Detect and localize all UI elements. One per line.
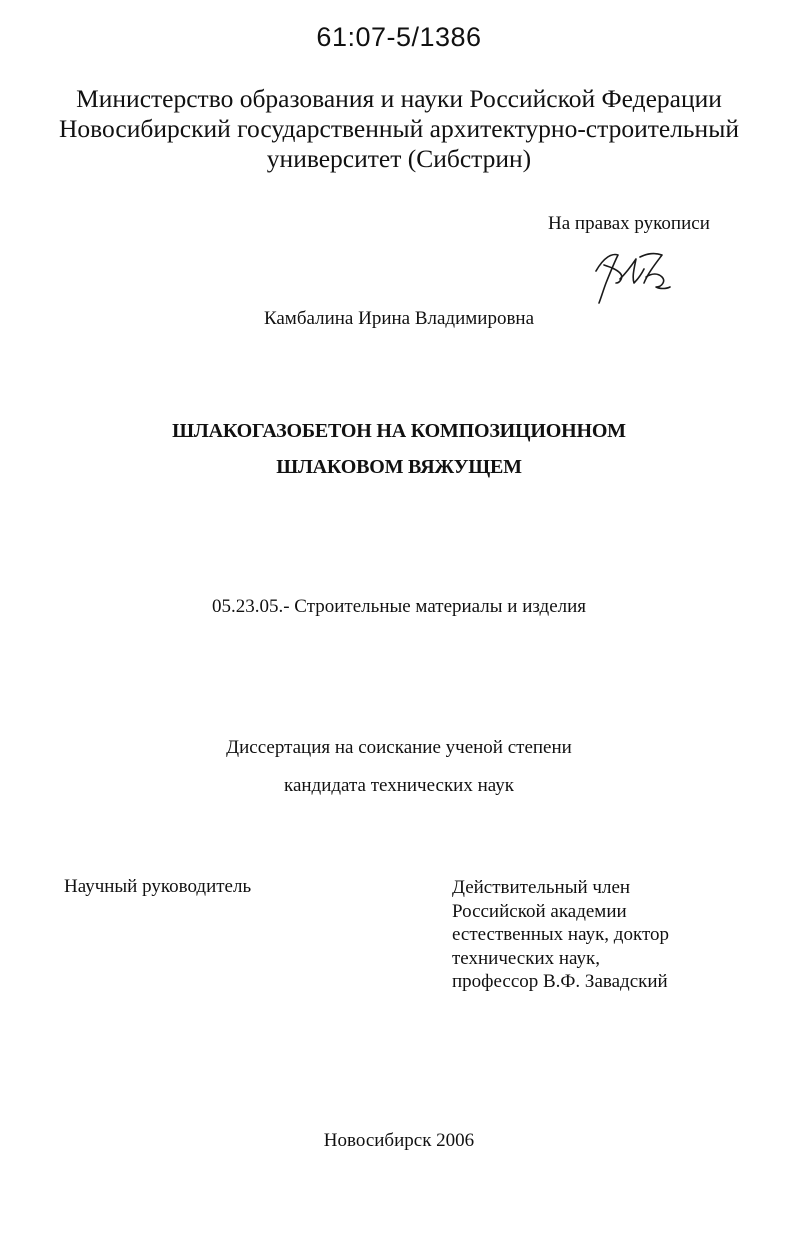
dissertation-title — [0, 413, 798, 485]
supervisor-label: Научный руководитель — [64, 876, 252, 897]
handwritten-signature — [590, 243, 676, 307]
title-line: ШЛАКОГАЗОБЕТОН НА КОМПОЗИЦИОННОМ — [172, 420, 626, 442]
supervisor-line: Российской академии — [452, 900, 627, 922]
degree-line: кандидата технических наук — [284, 775, 514, 796]
registry-code: 61:07-5/1386 — [316, 22, 482, 52]
university-abbrev-line: университет (Сибстрин) — [266, 144, 532, 173]
manuscript-rights: На правах рукописи — [548, 213, 710, 234]
supervisor-line: Действительный член — [452, 877, 631, 898]
university-line: Новосибирский государственный архитектурно-строительный — [59, 114, 739, 143]
author-name: Камбалина Ирина Владимировна — [263, 308, 535, 329]
ministry-header — [40, 84, 758, 174]
supervisor-info — [452, 876, 669, 994]
specialty: 05.23.05.- Строительные материалы и изделия — [211, 596, 587, 617]
supervisor-line: технических наук, — [452, 947, 600, 969]
city-year: Новосибирск 2006 — [323, 1130, 475, 1151]
title-line: ШЛАКОВОМ ВЯЖУЩЕМ — [276, 456, 522, 478]
supervisor-line: естественных наук, доктор — [452, 924, 669, 945]
supervisor-line: профессор В.Ф. Завадский — [452, 971, 668, 992]
ministry-line: Министерство образования и науки Российской Федерации — [76, 84, 722, 113]
degree-statement — [0, 729, 798, 805]
degree-line: Диссертация на соискание ученой степени — [226, 737, 572, 758]
